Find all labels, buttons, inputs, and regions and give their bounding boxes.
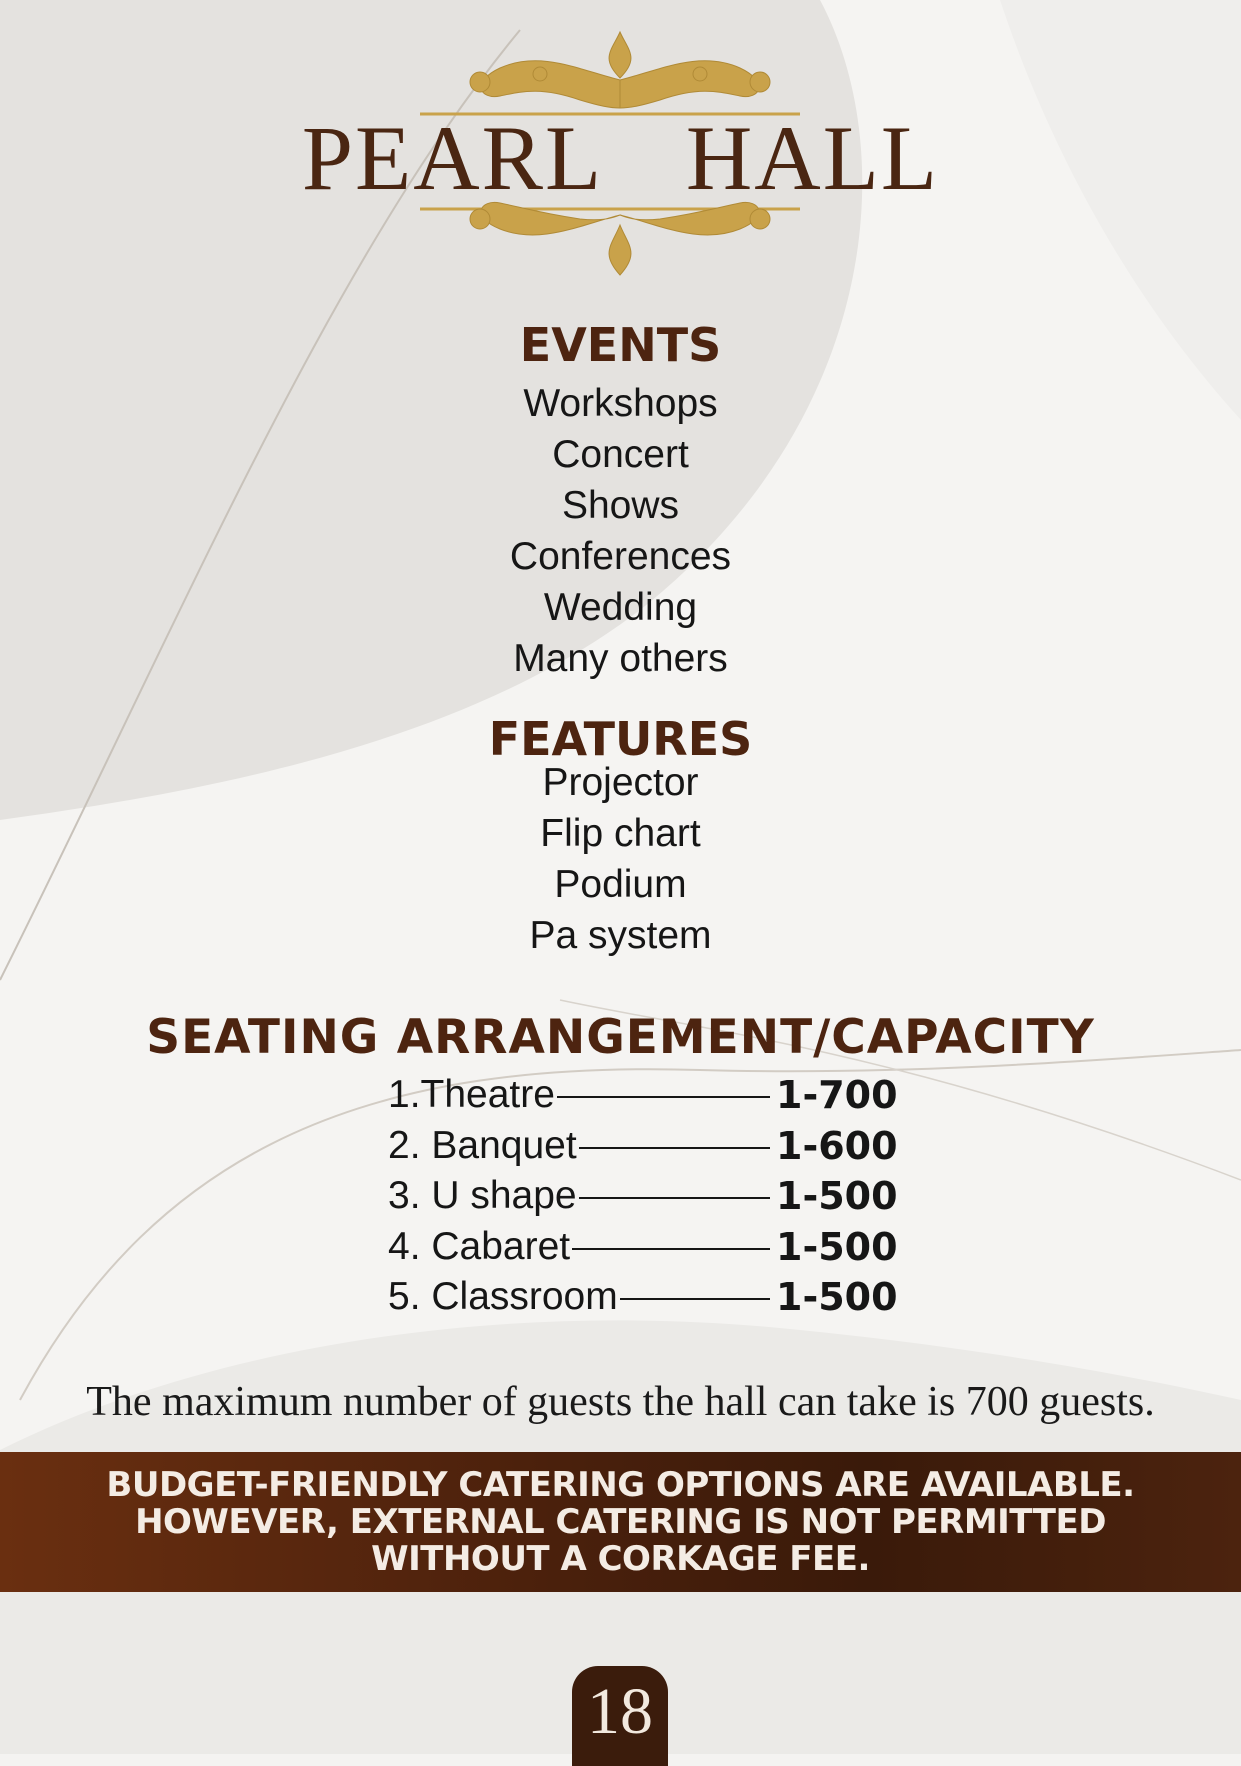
leader-line — [579, 1147, 770, 1149]
banner-line: BUDGET-FRIENDLY CATERING OPTIONS ARE AVAILABLE. — [106, 1464, 1135, 1505]
leader-line — [579, 1197, 770, 1199]
events-heading: EVENTS — [519, 318, 722, 372]
seating-list — [388, 1070, 898, 1323]
seating-row — [388, 1070, 898, 1121]
seating-capacity: 1-700 — [776, 1073, 898, 1118]
seating-row — [388, 1171, 898, 1222]
seating-row — [388, 1222, 898, 1273]
list-item: Flip chart — [540, 812, 701, 855]
features-heading: FEATURES — [488, 712, 753, 766]
seating-capacity: 1-600 — [776, 1123, 898, 1168]
seating-label: 5. Classroom — [388, 1275, 618, 1319]
seating-label: 2. Banquet — [388, 1123, 577, 1167]
banner-line: HOWEVER, EXTERNAL CATERING IS NOT PERMITTED — [135, 1501, 1106, 1542]
list-item: Many others — [513, 637, 728, 680]
seating-capacity: 1-500 — [776, 1275, 898, 1320]
seating-capacity: 1-500 — [776, 1224, 898, 1269]
leader-line — [572, 1248, 770, 1250]
catering-banner — [0, 1452, 1241, 1592]
events-list — [0, 378, 1241, 684]
seating-capacity: 1-500 — [776, 1174, 898, 1219]
list-item: Wedding — [543, 586, 698, 629]
features-list — [0, 757, 1241, 961]
list-item: Concert — [552, 433, 689, 476]
seating-label: 1.Theatre — [388, 1073, 555, 1117]
seating-row — [388, 1121, 898, 1172]
list-item: Shows — [561, 484, 680, 527]
page-title: PEARL HALL — [301, 107, 940, 209]
seating-row — [388, 1272, 898, 1323]
list-item: Projector — [542, 761, 699, 804]
leader-line — [620, 1298, 770, 1300]
max-guests-note: The maximum number of guests the hall can take is 700 guests. — [86, 1379, 1155, 1425]
list-item: Podium — [554, 863, 687, 906]
list-item: Conferences — [509, 535, 732, 578]
list-item: Pa system — [529, 914, 712, 957]
page-number: 18 — [572, 1666, 668, 1766]
banner-line: WITHOUT A CORKAGE FEE. — [371, 1538, 870, 1579]
list-item: Workshops — [523, 382, 718, 425]
seating-label: 4. Cabaret — [388, 1224, 571, 1268]
seating-heading: SEATING ARRANGEMENT/CAPACITY — [146, 1010, 1095, 1065]
seating-label: 3. U shape — [388, 1174, 577, 1218]
leader-line — [557, 1096, 770, 1098]
